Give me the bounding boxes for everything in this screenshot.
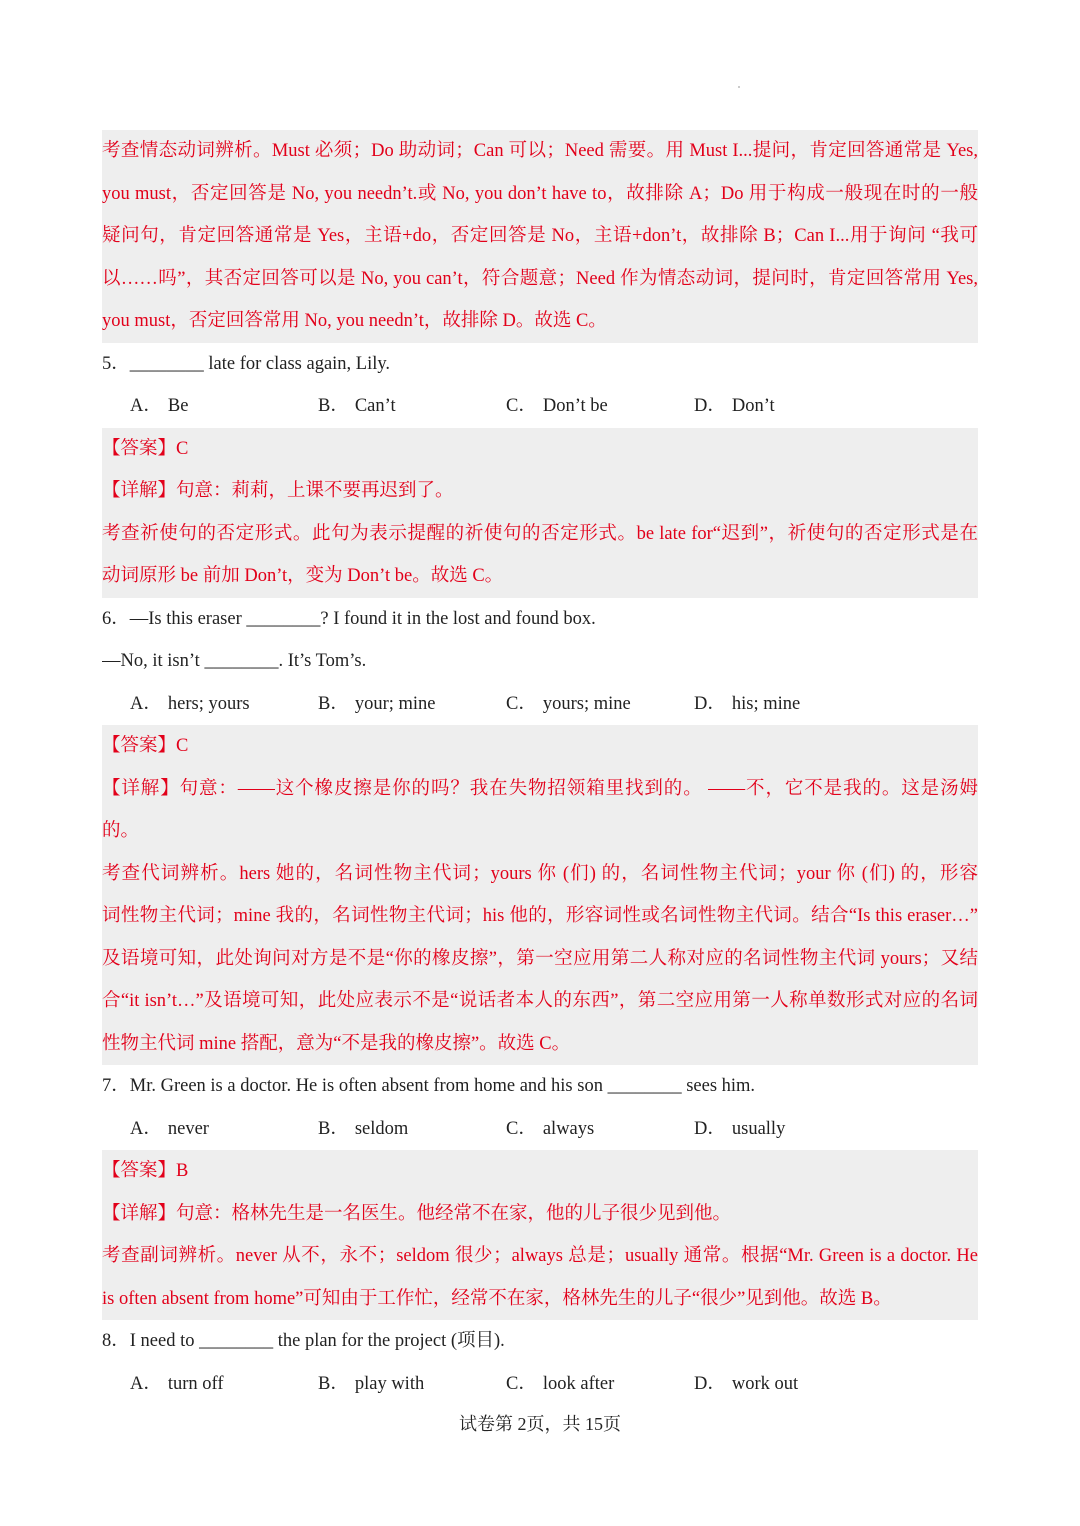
option-text: never — [167, 1118, 209, 1139]
q7-stem: 7．Mr. Green is a doctor. He is often absent from home and his son ________ sees him. — [102, 1076, 756, 1096]
option-b — [318, 385, 506, 428]
option-c — [506, 683, 694, 726]
page-content — [102, 130, 978, 1405]
explanation-line: 词性物主代词；mine 我的，名词性物主代词；his 他的，形容词性或名词性物主代词。结合“Is this eraser…” — [102, 906, 978, 926]
explanation-line: 性物主代词 mine 搭配，意为“不是我的橡皮擦”。故选 C。 — [102, 1033, 571, 1054]
option-a — [130, 385, 318, 428]
answer-line: 【答案】C — [102, 736, 189, 756]
explanation-line: 考查情态动词辨析。Must 必须；Do 助动词；Can 可以；Need 需要。用 Must I...提问，肯定回答通常是 Yes, — [102, 141, 978, 161]
option-d — [694, 1363, 882, 1406]
q6-explanation — [102, 725, 978, 1065]
explanation-line: you must，否定回答是 No, you needn’t.或 No, you don’t have to，故排除 A；Do 用于构成一般现在时的一般 — [102, 183, 978, 204]
option-label: C． — [506, 396, 537, 416]
option-text: Don’t — [731, 396, 775, 416]
option-text: Can’t — [354, 396, 396, 416]
explanation-line: 考查祈使句的否定形式。此句为表示提醒的祈使句的否定形式。be late for“迟到”，祈使句的否定形式是在 — [102, 523, 978, 544]
option-b — [318, 683, 506, 726]
option-label: C． — [506, 1118, 537, 1139]
option-b — [318, 1108, 506, 1151]
detail-line: 【详解】句意：格林先生是一名医生。他经常不在家，他的儿子很少见到他。 — [102, 1203, 732, 1224]
option-b — [318, 1363, 506, 1406]
q8-options — [102, 1363, 978, 1406]
detail-line: 【详解】句意：——这个橡皮擦是你的吗？我在失物招领箱里找到的。 ——不，它不是我的。这是汤姆 — [102, 778, 978, 799]
option-text: look after — [542, 1373, 615, 1394]
option-a — [130, 1108, 318, 1151]
option-c — [506, 1363, 694, 1406]
explanation-line: 以……吗”，其否定回答可以是 No, you can’t，符合题意；Need 作为情态动词，提问时，肯定回答常用 Yes, — [102, 268, 978, 289]
q7-options — [102, 1108, 978, 1151]
explanation-line: 考查副词辨析。never 从不，永不；seldom 很少；always 总是；usually 通常。根据“Mr. Green is a doctor. He — [102, 1246, 978, 1266]
q6-stem: 6．—Is this eraser ________? I found it in the lost and found box. — [102, 608, 596, 629]
option-label: D． — [694, 396, 726, 416]
explanation-line: 动词原形 be 前加 Don’t，变为 Don’t be。故选 C。 — [102, 566, 504, 586]
answer-line: 【答案】B — [102, 1161, 189, 1181]
explanation-line: you must，否定回答常用 No, you needn’t，故排除 D。故选 C。 — [102, 311, 607, 331]
option-label: D． — [694, 1373, 726, 1394]
option-a — [130, 1363, 318, 1406]
option-text: hers; yours — [167, 693, 250, 714]
option-text: yours; mine — [542, 693, 631, 714]
option-text: Be — [167, 396, 189, 416]
option-label: C． — [506, 693, 537, 714]
option-d — [694, 1108, 882, 1151]
q5-options — [102, 385, 978, 428]
option-label: B． — [318, 396, 349, 416]
detail-line: 的。 — [102, 821, 140, 841]
explanation-line: 合“it isn’t…”及语境可知，此处应表示不是“说话者本人的东西”，第二空应用第一人称单数形式对应的名词 — [102, 991, 978, 1011]
detail-line: 【详解】句意：莉莉，上课不要再迟到了。 — [102, 481, 454, 501]
decorative-dot — [738, 86, 740, 88]
option-text: usually — [731, 1118, 786, 1139]
answer-line: 【答案】C — [102, 438, 189, 459]
option-text: work out — [731, 1373, 799, 1394]
option-c — [506, 1108, 694, 1151]
option-text: your; mine — [354, 693, 436, 714]
option-label: B． — [318, 693, 349, 714]
option-c — [506, 385, 694, 428]
q7-explanation — [102, 1150, 978, 1320]
option-d — [694, 385, 882, 428]
q6-stem-reply: —No, it isn’t ________. It’s Tom’s. — [102, 651, 367, 671]
option-text: play with — [354, 1373, 425, 1394]
option-label: D． — [694, 693, 726, 714]
option-text: always — [542, 1118, 595, 1139]
option-d — [694, 683, 882, 726]
q6-options — [102, 683, 978, 726]
q8-stem: 8．I need to ________ the plan for the project (项目). — [102, 1331, 505, 1351]
option-label: B． — [318, 1373, 349, 1394]
explanation-line: 及语境可知，此处询问对方是不是“你的橡皮擦”，第一空应用第二人称对应的名词性物主代词 yours；又结 — [102, 948, 978, 969]
option-text: turn off — [167, 1373, 224, 1394]
explanation-line: 疑问句，肯定回答通常是 Yes，主语+do，否定回答是 No，主语+don’t，故排除 B；Can I...用于询问 “我可 — [102, 226, 978, 246]
option-label: A． — [130, 1373, 162, 1394]
option-text: seldom — [354, 1118, 409, 1139]
option-label: A． — [130, 693, 162, 714]
option-text: Don’t be — [542, 396, 608, 416]
option-text: his; mine — [731, 693, 801, 714]
q4-explanation — [102, 130, 978, 343]
explanation-line: is often absent from home”可知由于工作忙，经常不在家，格林先生的儿子“很少”见到他。故选 B。 — [102, 1288, 892, 1309]
option-label: B． — [318, 1118, 349, 1139]
option-a — [130, 683, 318, 726]
option-label: A． — [130, 396, 162, 416]
q5-explanation — [102, 428, 978, 598]
option-label: C． — [506, 1373, 537, 1394]
option-label: D． — [694, 1118, 726, 1139]
q5-stem: 5．________ late for class again, Lily. — [102, 353, 391, 374]
page-footer: 试卷第 2页，共 15页 — [459, 1414, 621, 1434]
explanation-line: 考查代词辨析。hers 她的，名词性物主代词；yours 你 (们) 的，名词性物主代词；your 你 (们) 的，形容 — [102, 863, 978, 884]
option-label: A． — [130, 1118, 162, 1139]
